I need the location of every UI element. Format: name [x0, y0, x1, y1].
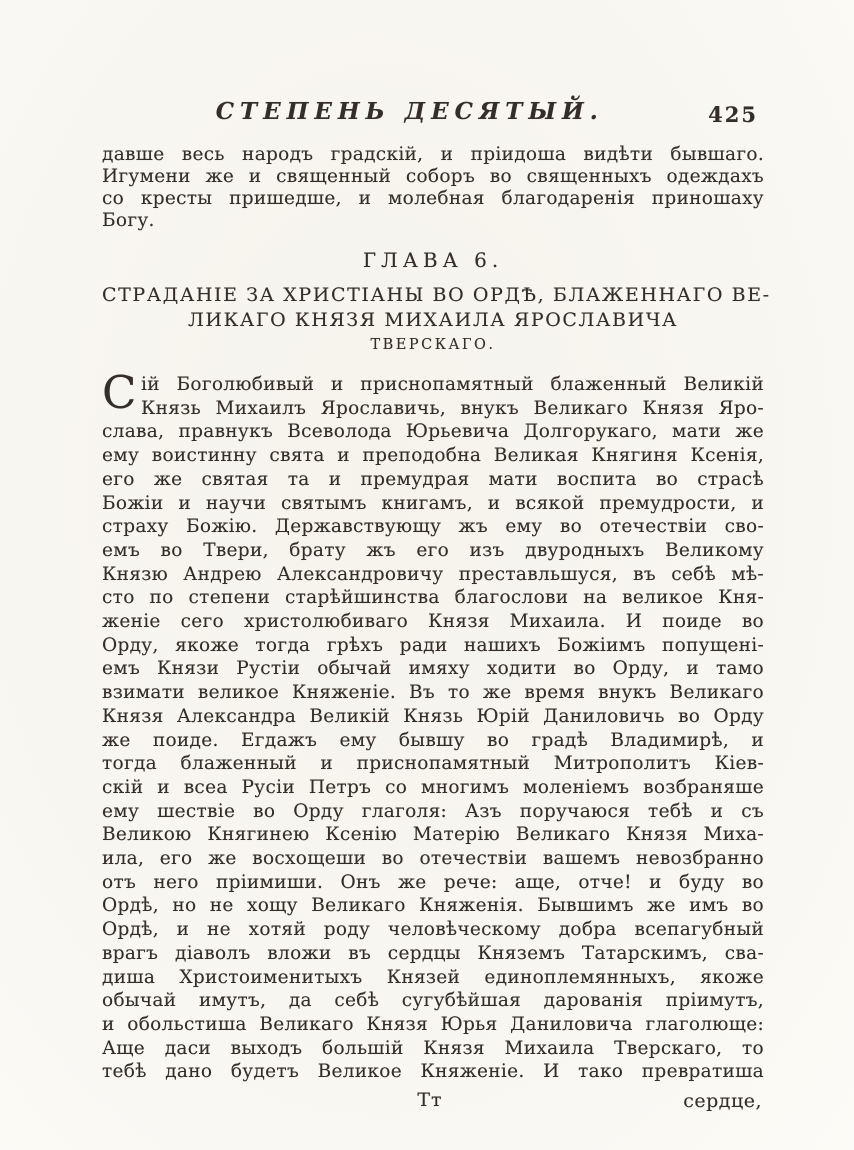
text-line: ему шествіе во Орду глаголя: Азъ поручаюся тебѣ и съ — [102, 800, 764, 822]
body-lines — [102, 366, 764, 1084]
text-line: давше весь народъ градскій, и пріидоша видѣти бывшаго. — [102, 144, 764, 165]
text-line: Божіи и научи святымъ книгамъ, и всякой премудрости, и — [102, 492, 764, 514]
signature-mark: Тт — [417, 1089, 443, 1112]
text-line: обычай имутъ, да себѣ сугубѣйшая дарованія пріимутъ, — [102, 990, 764, 1012]
text-line: и обольстиша Великаго Князя Юрья Даниловича глаголюще: — [102, 1013, 764, 1035]
text-line: ій Боголюбивый и приснопамятный блаженный Великій — [141, 374, 764, 395]
page-header — [102, 98, 764, 134]
text-line: СТРАДАНІЕ ЗА ХРИСТІАНЫ ВО ОРДѢ, БЛАЖЕННАГО ВЕ- — [102, 284, 771, 306]
text-line: женіе сего христолюбиваго Князя Михаила. И поиде во — [102, 611, 764, 633]
intro-paragraph — [102, 144, 764, 232]
text-line: Великою Княгинею Ксенію Матерію Великаго Князя Миха- — [102, 824, 764, 846]
text-line: Ордѣ, но не хощу Великаго Княженія. Бывшимъ же имъ во — [102, 895, 764, 917]
text-line: же поиде. Егдажъ ему бывшу во градѣ Владимирѣ, и — [102, 729, 764, 751]
chapter-title — [102, 283, 771, 358]
page-number: 425 — [708, 102, 758, 127]
text-line: тебѣ дано будетъ Великое Княженіе. И тако превратиша — [102, 1061, 764, 1083]
text-line: его же святая та и премудрая мати воспита во страсѣ — [102, 468, 764, 490]
text-line: тогда блаженный и приснопамятный Митрополитъ Кіев- — [102, 753, 764, 775]
text-line: отъ него пріимиши. Онъ же рече: аще, отче! и буду во — [102, 871, 764, 893]
text-line: диша Христоименитыхъ Князей единоплемянныхъ, якоже — [102, 966, 764, 988]
page-footer — [102, 1089, 764, 1119]
text-line: врагъ діаволъ вложи въ сердцы Княземъ Татарскимъ, сва- — [102, 942, 764, 964]
text-line: Богу. — [102, 210, 155, 231]
text-line: сто по степени старѣйшинства благослови на великое Кня- — [102, 587, 764, 609]
text-line: ему воистинну свята и преподобна Великая Княгиня Ксенія, — [102, 445, 764, 467]
chapter-label: ГЛАВА 6. — [362, 248, 504, 272]
text-line: Ордѣ, и не хотяй роду человѣческому добра всепагубный — [102, 919, 764, 941]
text-line: Орду, якоже тогда грѣхъ ради нашихъ Божіимъ попущені- — [102, 634, 764, 656]
text-line: Игумени же и священный соборъ во священныхъ одеждахъ — [102, 166, 764, 187]
text-line: Князю Андрею Александровичу преставльшуся, въ себѣ мѣ- — [102, 563, 764, 585]
text-line: емъ Князи Рустіи обычай имяху ходити во Орду, и тамо — [102, 658, 764, 680]
drop-cap: С — [102, 366, 137, 419]
text-line: ЛИКАГО КНЯЗЯ МИХАИЛА ЯРОСЛАВИЧА — [187, 309, 679, 331]
text-line: Аще даси выходъ большій Князя Михаила Тверскаго, то — [102, 1037, 764, 1059]
text-line: Князя Александра Великій Князь Юрій Даниловичь во Орду — [102, 705, 764, 727]
text-line: Князь Михаилъ Ярославичь, внукъ Великаго Князя Яро- — [141, 397, 764, 419]
text-line: ила, его же восхощеши во отечествіи вашемъ невозбранно — [102, 848, 764, 870]
text-line: взимати великое Княженіе. Въ то же время внукъ Великаго — [102, 682, 764, 704]
text-line: ТВЕРСКАГО. — [370, 337, 496, 353]
text-line: скій и всеа Русіи Петръ со многимъ моленіемъ возбраняше — [102, 776, 764, 798]
text-line: слава, правнукъ Всеволода Юрьевича Долгорукаго, мати же — [102, 421, 764, 443]
body-paragraph — [102, 366, 764, 1084]
text-line: страху Божію. Державствующу жъ ему во отечествіи сво- — [102, 516, 764, 538]
text-line: со кресты пришедше, и молебная благодаренія приношаху — [102, 188, 764, 209]
page-content — [102, 98, 771, 1119]
running-title: СТЕПЕНЬ ДЕСЯТЫЙ. — [215, 98, 604, 125]
text-line: емъ во Твери, брату жъ его изъ двуродныхъ Великому — [102, 539, 764, 561]
catchword: сердце, — [683, 1090, 762, 1113]
